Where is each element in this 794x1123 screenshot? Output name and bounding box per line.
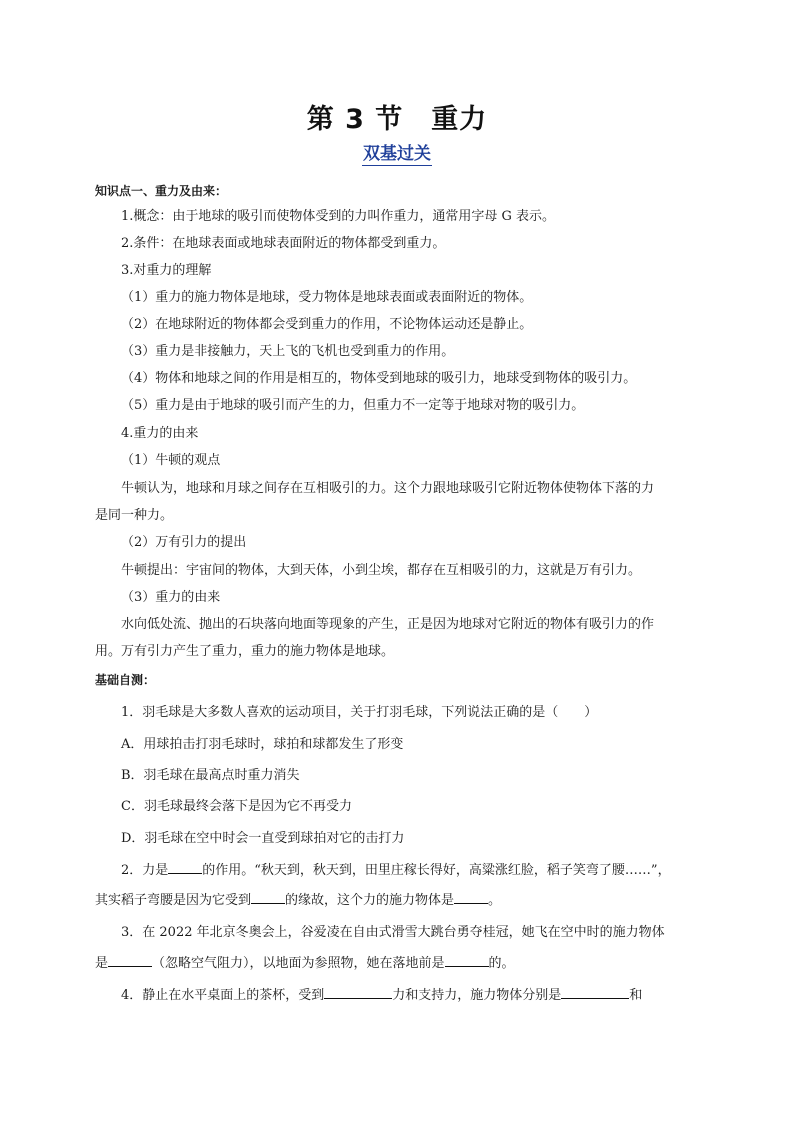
condition-line: 2.条件：在地球表面或地球表面附近的物体都受到重力。 [121, 236, 446, 251]
question-4-text-1: 4．静止在水平桌面上的茶杯，受到 [121, 988, 325, 1003]
question-2-text-1: 2．力是 [121, 863, 169, 878]
question-4-text-3: 和 [629, 988, 643, 1003]
origin-heading: 4.重力的由来 [121, 426, 199, 441]
understanding-item-1: （1）重力的施力物体是地球，受力物体是地球表面或表面附近的物体。 [121, 290, 533, 305]
question-1-option-b: B．羽毛球在最高点时重力消失 [121, 768, 300, 783]
newton-view-heading: （1）牛顿的观点 [121, 453, 221, 468]
section-heading-knowledge: 知识点一、重力及由来： [95, 184, 228, 198]
gravity-origin-heading: （3）重力的由来 [121, 590, 221, 605]
understanding-item-2: （2）在地球附近的物体都会受到重力的作用，不论物体运动还是静止。 [121, 317, 533, 332]
understanding-item-4: （4）物体和地球之间的作用是相互的，物体受到地球的吸引力，地球受到物体的吸引力。 [121, 371, 637, 386]
question-1-option-d: D．羽毛球在空中时会一直受到球拍对它的击打力 [121, 831, 405, 846]
answer-blank[interactable] [454, 891, 488, 904]
question-4-text-2: 力和支持力，施力物体分别是 [392, 988, 562, 1003]
question-3-text-3: （忽略空气阻力），以地面为参照物，她在落地前是 [152, 956, 445, 971]
question-3-text-2: 是 [95, 956, 109, 971]
question-2-text-5: 。 [488, 893, 502, 908]
gravity-origin-text-1: 水向低处流、抛出的石块落向地面等现象的产生，正是因为地球对它附近的物体有吸引力的作 [121, 617, 655, 632]
page-title: 第 3 节 重力 [306, 104, 488, 135]
question-1-option-a: A．用球拍击打羽毛球时，球拍和球都发生了形变 [121, 737, 404, 752]
question-2-line-1 [121, 861, 731, 880]
section-heading-self-test: 基础自测： [95, 673, 156, 687]
question-1-stem: 1．羽毛球是大多数人喜欢的运动项目，关于打羽毛球，下列说法正确的是（ ） [121, 705, 598, 720]
answer-blank[interactable] [561, 986, 629, 999]
question-2-text-4: 的缘故，这个力的施力物体是 [285, 893, 455, 908]
gravitation-heading: （2）万有引力的提出 [121, 535, 247, 550]
newton-view-text-1: 牛顿认为，地球和月球之间存在互相吸引的力。这个力跟地球吸引它附近物体使物体下落的力 [121, 481, 655, 496]
answer-blank[interactable] [445, 954, 489, 967]
question-2-text-3: 其实稻子弯腰是因为它受到 [95, 893, 252, 908]
answer-blank[interactable] [168, 861, 202, 874]
question-3-text-4: 的。 [488, 956, 515, 971]
question-2-line-2 [95, 891, 705, 910]
newton-view-text-2: 是同一种力。 [95, 508, 174, 523]
answer-blank[interactable] [324, 986, 392, 999]
gravitation-text: 牛顿提出：宇宙间的物体，大到天体，小到尘埃，都存在互相吸引的力，这就是万有引力。 [121, 563, 642, 578]
question-4-line-1 [121, 986, 731, 1005]
understanding-item-3: （3）重力是非接触力，天上飞的飞机也受到重力的作用。 [121, 344, 455, 359]
question-3-line-2 [95, 954, 705, 973]
question-3-line-1: 3．在 2022 年北京冬奥会上，谷爱凌在自由式滑雪大跳台勇夺桂冠，她飞在空中时的施力物体 [121, 925, 665, 940]
page-subtitle [0, 139, 794, 164]
understanding-item-5: （5）重力是由于地球的吸引而产生的力，但重力不一定等于地球对物的吸引力。 [121, 398, 585, 413]
question-1-option-c: C．羽毛球最终会落下是因为它不再受力 [121, 799, 352, 814]
subtitle-text: 双基过关 [363, 144, 431, 164]
question-2-text-2: 的作用。“秋天到，秋天到，田里庄稼长得好，高粱涨红脸，稻子笑弯了腰……”， [202, 863, 671, 878]
gravity-origin-text-2: 用。万有引力产生了重力，重力的施力物体是地球。 [95, 644, 395, 659]
understanding-heading: 3.对重力的理解 [121, 263, 212, 278]
concept-line: 1.概念：由于地球的吸引而使物体受到的力叫作重力，通常用字母 G 表示。 [121, 209, 556, 224]
answer-blank[interactable] [251, 891, 285, 904]
answer-blank[interactable] [108, 954, 152, 967]
